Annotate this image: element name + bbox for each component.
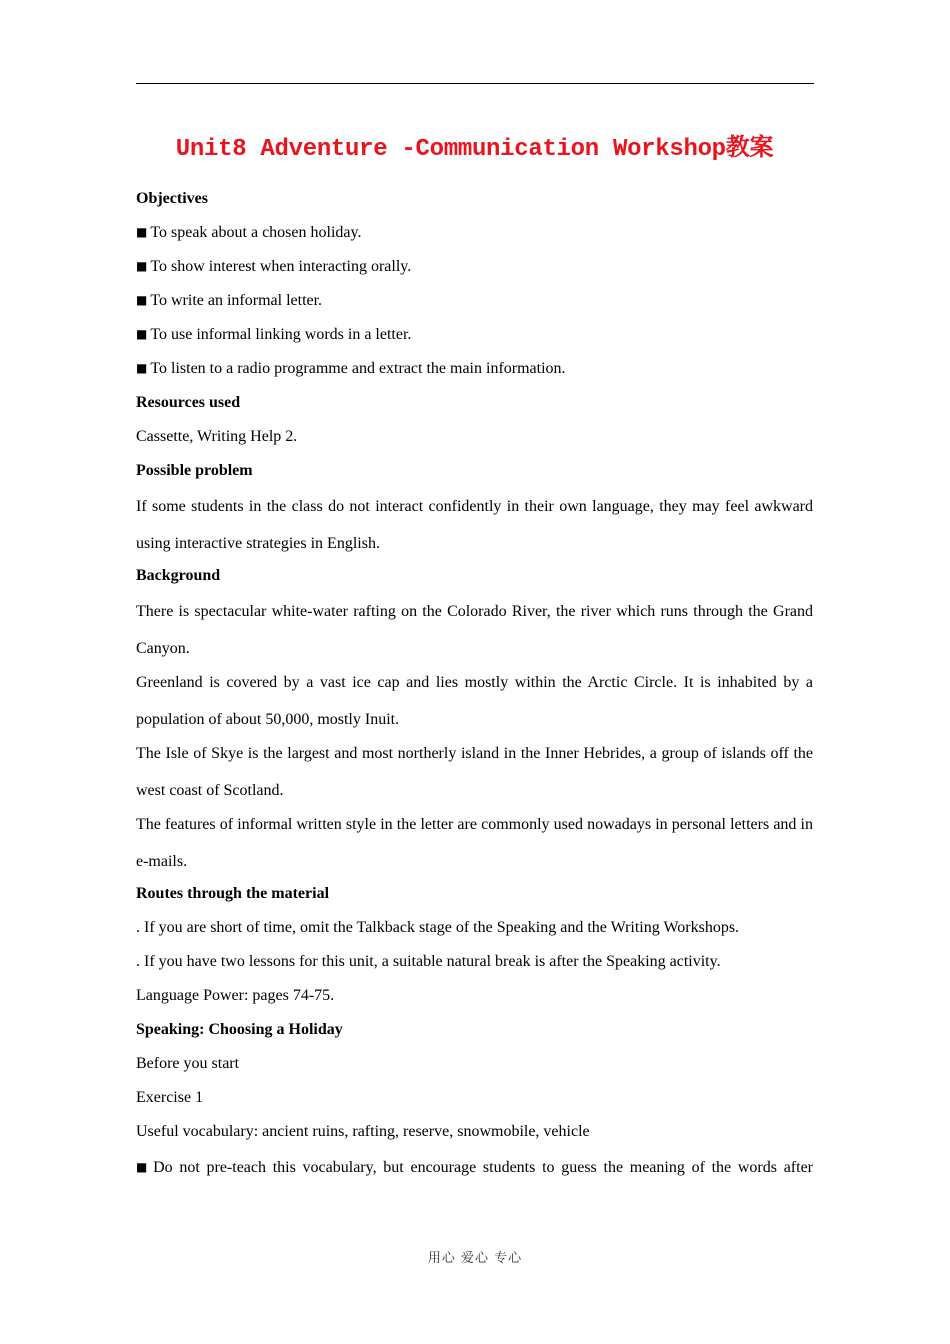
objective-item bbox=[136, 318, 813, 352]
objective-text: To show interest when interacting orally. bbox=[150, 258, 412, 275]
square-bullet-icon: ■ bbox=[136, 327, 148, 341]
objective-item bbox=[136, 250, 813, 284]
square-bullet-icon: ■ bbox=[136, 293, 148, 307]
exercise-label: Exercise 1 bbox=[136, 1089, 204, 1106]
background-paragraph: Greenland is covered by a vast ice cap and lies mostly within the Arctic Circle. It is inhabited by a population of about 50,000, mostly Inuit. bbox=[136, 674, 813, 728]
page-footer: 用心 爱心 专心 bbox=[427, 1251, 523, 1266]
routes-line: . If you are short of time, omit the Talkback stage of the Speaking and the Writing Workshops. bbox=[136, 919, 740, 936]
objectives-heading: Objectives bbox=[136, 190, 208, 207]
document-title: Unit8 Adventure -Communication Workshop教案 bbox=[175, 136, 774, 163]
header-rule bbox=[136, 83, 814, 84]
routes-line: . If you have two lessons for this unit, a suitable natural break is after the Speaking activity. bbox=[136, 953, 721, 970]
useful-vocabulary: Useful vocabulary: ancient ruins, rafting, reserve, snowmobile, vehicle bbox=[136, 1123, 590, 1140]
objective-text: To speak about a chosen holiday. bbox=[150, 224, 362, 241]
speaking-heading: Speaking: Choosing a Holiday bbox=[136, 1021, 343, 1038]
objective-item bbox=[136, 216, 813, 250]
background-paragraph: There is spectacular white-water rafting on the Colorado River, the river which runs through the Grand Canyon. bbox=[136, 603, 813, 657]
square-bullet-icon: ■ bbox=[136, 361, 148, 375]
resources-heading: Resources used bbox=[136, 394, 241, 411]
document-body bbox=[136, 128, 813, 1184]
objective-item bbox=[136, 352, 813, 386]
speaking-bullet bbox=[136, 1149, 813, 1187]
objective-item bbox=[136, 284, 813, 318]
objective-text: To use informal linking words in a letter. bbox=[150, 326, 412, 343]
objective-text: To write an informal letter. bbox=[150, 292, 323, 309]
objective-text: To listen to a radio programme and extract the main information. bbox=[150, 360, 566, 377]
resources-text: Cassette, Writing Help 2. bbox=[136, 428, 298, 445]
problem-text: If some students in the class do not interact confidently in their own language, they may feel awkward using interactive strategies in English. bbox=[136, 498, 813, 552]
routes-line: Language Power: pages 74-75. bbox=[136, 987, 335, 1004]
square-bullet-icon: ■ bbox=[136, 259, 148, 273]
square-bullet-icon: ■ bbox=[136, 225, 148, 239]
speaking-bullet-text: Do not pre-teach this vocabulary, but encourage students to guess the meaning of the words after bbox=[153, 1159, 814, 1176]
before-you-start: Before you start bbox=[136, 1055, 240, 1072]
background-paragraph: The Isle of Skye is the largest and most northerly island in the Inner Hebrides, a group of islands off the west coast of Scotland. bbox=[136, 745, 813, 799]
routes-heading: Routes through the material bbox=[136, 885, 330, 902]
square-bullet-icon: ■ bbox=[136, 1160, 151, 1174]
problem-heading: Possible problem bbox=[136, 462, 253, 479]
background-heading: Background bbox=[136, 567, 221, 584]
background-paragraph: The features of informal written style in the letter are commonly used nowadays in personal letters and in e-mails. bbox=[136, 816, 813, 870]
